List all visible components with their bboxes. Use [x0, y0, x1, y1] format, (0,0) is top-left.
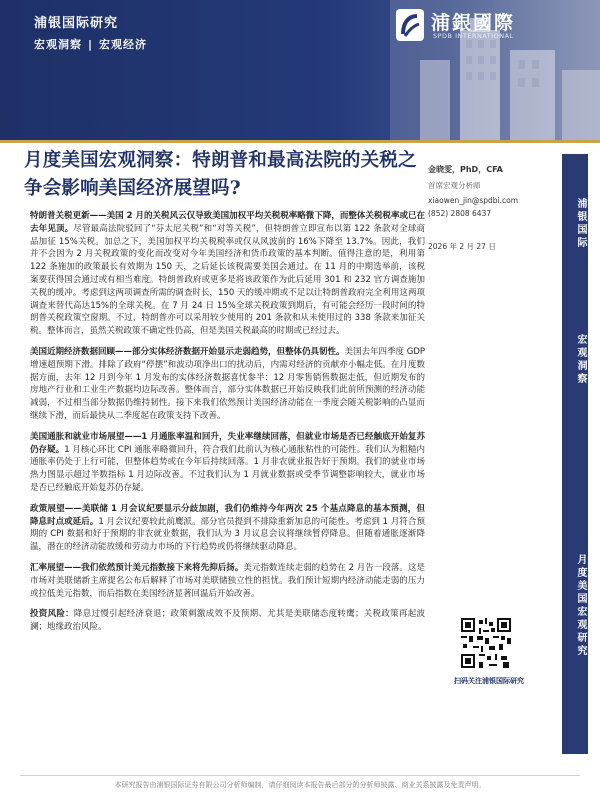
company-logo	[395, 6, 585, 46]
header-banner	[0, 0, 600, 140]
paragraph-economy	[30, 346, 425, 423]
analyst-email[interactable]: xiaowen_jin@spdbi.com	[428, 196, 519, 205]
report-title: 月度美国宏观洞察：特朗普和最高法院的关税之争会影响美国经济展望吗?	[24, 150, 417, 199]
side-tab	[562, 154, 588, 754]
paragraph-text: 美元指数连续走弱的趋势在 2 月告一段落。这是市场对美联储新主席提名公布后解释了市场对美联储独立性的担忧。我们预计短期内经济动能走弱的压力或拉低美元指数，而后指数在美国经济显著回温后开始改善。	[30, 562, 425, 599]
logo-icon	[395, 8, 425, 42]
paragraph-text: 1 月核心环比 CPI 通胀率略微回升，符合我们此前认为核心通胀粘性的可能性。我们认为粗糙内通胀率仍处于上行可能，但整体趋势或在今年后持续回落。1 月非农就业报告好于预期。我们的就业市场热力图显示超过半数指标 1 月边际改善。不过我们认为 1 月就业数据或受季节调整影响较大，就业市场是否已经触底开始复苏仍存疑。	[30, 444, 425, 493]
logo-text-cn: 浦銀國際	[431, 12, 516, 34]
paragraph-lead: 美国近期经济数据回顾——部分实体经济数据开始显示走弱趋势，但整体仍具韧性。	[30, 346, 345, 357]
org-name: 浦银国际研究	[34, 16, 119, 31]
analyst-role: 首席宏观分析师	[428, 180, 481, 190]
analyst-name: 金晓雯，PhD，CFA	[428, 165, 503, 174]
side-tab-series: 月度美国宏观研究	[575, 554, 586, 658]
paragraph-text: 尽管最高法院驳回了“芬太尼关税”和“对等关税”，但特朗普立即宣布以第 122 条款对全球商品加征 15%关税。加总之下，美国加权平均关税税率或仅从风波前的 16%下降至 13.7%。因此，我们并不会因为 2 月关税政策的变化而改变对今年美国经济和货币政策的基本判断。值得注意的是，利用第 122 条施加的政策最长有效期为 150 天，之后延长该税需要美国会通过。在 11 月的中期选举前，该税案要获得国会通过或有相当难度。特朗普政府或更多是将该政策作为此后延用 301 和 232 官方调查施加关税的缓冲。考虑到这两项调查所需的调查时长，150 天的缓冲期或不足以让特朗普政府完全利用这两项调查来替代高达15%的全球关税。在 7 月 24 日 15%全球关税政策到期后，有可能会经历一段时间的特朗普关税政策空窗期。不过，特朗普亦可以采用较少使用的 201 条款和从未使用过的 338 条款来加征关税。整体而言，虽然关税政策不确定性仍高，但是美国关税最高的时期或已经过去。	[30, 223, 425, 337]
report-date: 2026 年 2 月 27 日	[428, 242, 496, 251]
paragraph-policy	[30, 503, 425, 554]
paragraph-inflation	[30, 431, 425, 495]
footer-divider	[20, 775, 580, 776]
paragraph-lead: 美国通胀和就业市场展望——1 月通胀率温和回升，失业率继续回落，但就业市场是否已经触底开始复苏仍存疑。	[30, 431, 425, 455]
qr-caption: 扫码关注浦银国际研究	[454, 677, 524, 685]
paragraph-risks	[30, 608, 425, 634]
paragraph-tariff	[30, 210, 425, 338]
paragraph-lead: 汇率展望——我们依然预计美元指数接下来将先抑后扬。	[30, 562, 244, 573]
series-left: 宏观洞察	[34, 38, 82, 51]
paragraph-text: 1 月会议纪要较此前鹰派。部分官员提到不排除重新加息的可能性。考虑到 1 月符合预期的 CPI 数据和好于预期的非农就业数据，我们认为 3 月议息会议将继续暂停降息。但随着通胀逐渐降温，潜在的经济动能放缓和劳动力市场的下行趋势或仍将继续驱动降息。	[30, 516, 425, 553]
paragraph-fx	[30, 562, 425, 600]
paragraph-text: 美国去年四季度 GDP 增速超预期下滑。排除了政府“停摆”和波动项净出口的扰动后，内需对经济的贡献亦小幅走低。在月度数据方面，去年 12 月到今年 1 月发布的实体经济数据喜忧参半：12 月零售销售数据走低，但近期发布的房地产行业和工业生产数据均边际改善。整体而言，部分实体数据已开始反映我们此前所预测的经济动能减弱，不过相当部分数据仍维持韧性。接下来我们依然预计美国经济动能在一季度会随关税影响的凸显而继续下滑，而后最快从二季度起在政策支持下改善。	[30, 346, 425, 421]
logo-text-en: SPDB INTERNATIONAL	[433, 32, 514, 40]
report-body	[30, 210, 425, 642]
side-tab-category: 宏观洞察	[575, 334, 586, 386]
paragraph-text: 降息过慢引起经济衰退；政策刺激成效不及预期、尤其是美联储态度转鹰；关税政策再起波澜；地缘政治风险。	[30, 609, 425, 633]
footer-disclaimer: 本研究报告由浦银国际证券有限公司分析师编制，请仔细阅读本报告最后部分的分析师披露、商业关系披露及免责声明。	[114, 781, 486, 789]
paragraph-lead: 特朗普关税更新——美国 2 月的关税风云仅导致美国加权平均关税税率略微下降，而整体关税税率或已在去年见顶。	[30, 211, 425, 234]
analyst-phone: (852) 2808 6437	[428, 208, 492, 218]
analyst-panel	[428, 164, 558, 254]
paragraph-lead: 投资风险：	[30, 609, 74, 620]
paragraph-lead: 政策展望——美联储 1 月会议纪要显示分歧加剧，我们仍维持今年两次 25 个基点降息的基本预测，但降息时点或延后。	[30, 503, 425, 527]
header-divider	[0, 140, 600, 143]
report-series	[34, 36, 147, 52]
series-separator: |	[88, 38, 94, 51]
side-tab-org: 浦银国际	[575, 198, 586, 250]
series-right: 宏观经济	[99, 38, 148, 51]
qr-code[interactable]	[461, 618, 511, 668]
